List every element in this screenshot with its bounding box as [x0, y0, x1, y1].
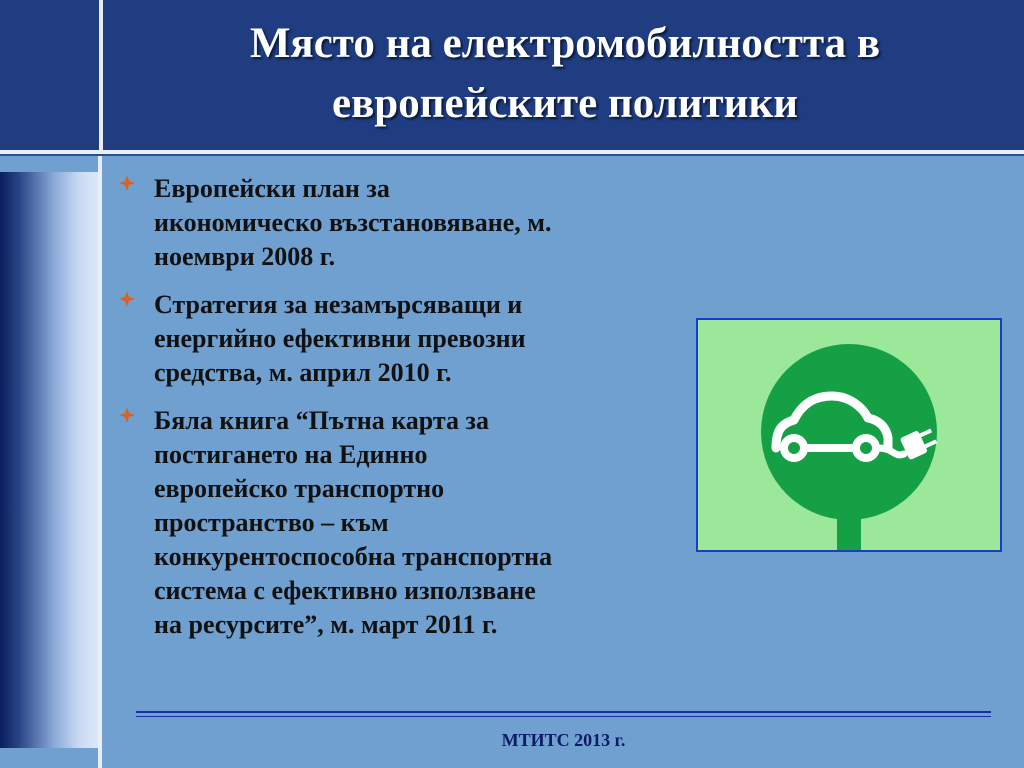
electric-car-image — [696, 318, 1002, 552]
bullet-3-line-3: европейско транспортно — [154, 474, 445, 503]
bullet-2-line-1: Стратегия за незамърсяващи и — [154, 290, 523, 319]
bullet-1-line-1: Европейски план за — [154, 174, 390, 203]
bullet-3-line-1: Бяла книга “Пътна карта за — [154, 406, 489, 435]
side-panel-gap — [0, 156, 98, 172]
bullet-3-line-4: пространство – към — [154, 508, 389, 537]
bullet-2-line-2: енергийно ефективни превозни — [154, 324, 526, 353]
header-bottom-shadow — [0, 154, 1024, 156]
bullet-3-line-7: на ресурсите”, м. март 2011 г. — [154, 610, 498, 639]
bullet-3-line-5: конкурентоспособна транспортна — [154, 542, 553, 571]
side-gradient-panel — [0, 172, 98, 748]
side-divider — [98, 156, 102, 768]
bullet-3-line-6: система с ефективно използване — [154, 576, 536, 605]
footer-label: МТИТС 2013 г. — [501, 730, 626, 750]
bullet-item-1 — [118, 172, 688, 274]
slide-title-line-1: Място на електромобилността в — [249, 20, 881, 67]
diamond-bullet-icon — [118, 174, 136, 192]
diamond-bullet-icon — [118, 290, 136, 308]
bullet-1-line-2: икономическо възстановяване, м. — [154, 208, 552, 237]
bullet-1-line-3: ноември 2008 г. — [154, 242, 336, 271]
bullet-item-3 — [118, 404, 688, 642]
footer-divider — [136, 711, 991, 713]
slide-title-line-2: европейските политики — [331, 80, 798, 127]
diamond-bullet-icon — [118, 406, 136, 424]
bullet-2-line-3: средства, м. април 2010 г. — [154, 358, 452, 387]
electric-car-sign-icon — [698, 320, 1000, 550]
bullet-item-2 — [118, 288, 688, 390]
bullet-3-line-2: постигането на Единно — [154, 440, 428, 469]
slide-title — [140, 14, 990, 134]
header-divider — [99, 0, 103, 150]
bullet-list — [118, 172, 688, 656]
footer-divider-thin — [136, 716, 991, 717]
